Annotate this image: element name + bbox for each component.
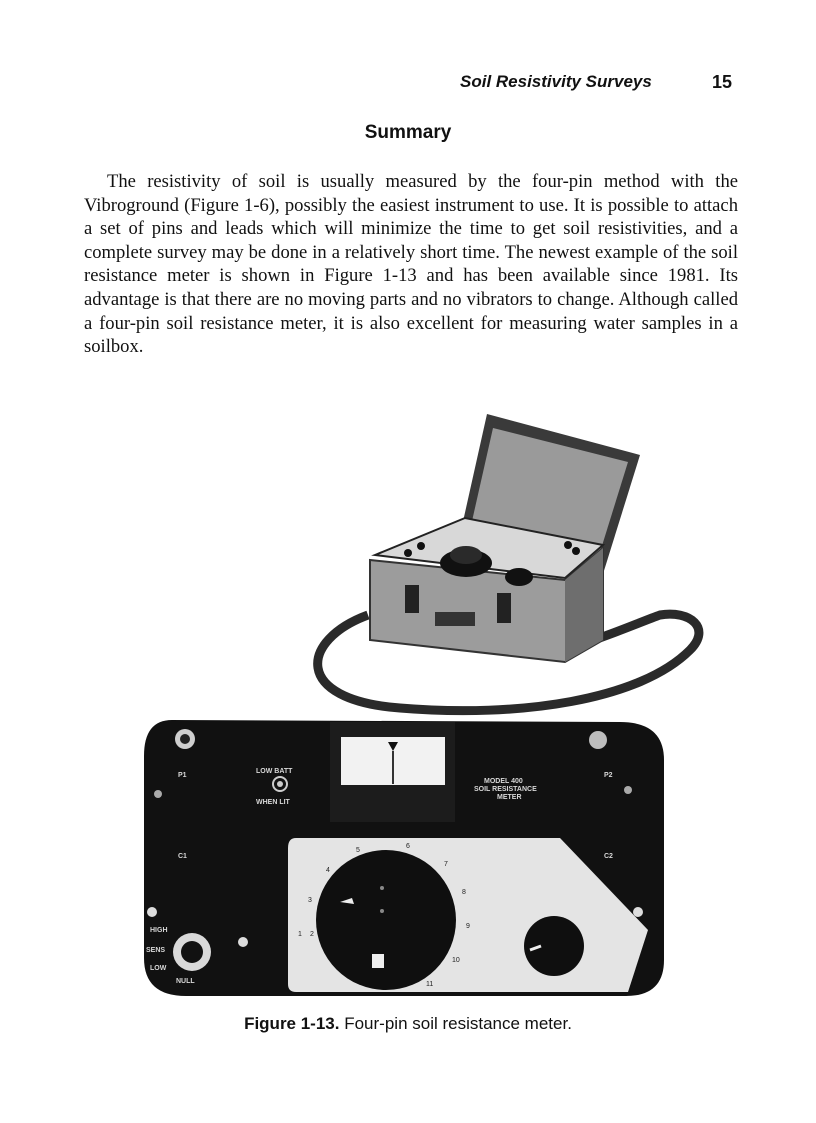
body-paragraph: The resistivity of soil is usually measured by the four-pin method with the Vibroground (Figure 1-6), possibly the easiest instrument to use. It is possible to attach a set of pins and leads which will minimize the time to get soil resistivities, and a complete survey may be done in a relatively short time. The newest example of the soil resistance meter is shown in Figure 1-13 and has been available since 1981. Its advantage is that there are no moving parts and no vibrators to change. Although called a four-pin soil resistance meter, it is also excellent for measuring water samples in a soilbox. (84, 171, 738, 358)
dial-number-8: 8 (462, 889, 466, 896)
terminal-post-p2 (589, 731, 607, 749)
dial-number-2: 2 (310, 931, 314, 938)
dial-number-9: 9 (466, 923, 470, 930)
figure-caption-text: Four-pin soil resistance meter. (344, 1014, 572, 1033)
dial-number-6: 6 (406, 843, 410, 850)
dial-number-7: 7 (444, 861, 448, 868)
label-p2: P2 (604, 772, 613, 779)
label-when-lit: WHEN LIT (256, 799, 290, 806)
label-null: NULL (176, 978, 195, 985)
section-title: Summary (364, 122, 452, 143)
case-label-plate (435, 612, 475, 626)
meter-case-photo (318, 414, 699, 711)
multiplier-knob (524, 916, 584, 976)
label-c2: C2 (604, 853, 613, 860)
dial-number-10: 10 (452, 957, 460, 964)
control-panel-photo (144, 720, 664, 996)
main-range-dial (316, 850, 456, 990)
label-c1: C1 (178, 853, 187, 860)
dial-number-3: 3 (308, 897, 312, 904)
dial-number-11: 11 (426, 981, 434, 988)
label-meter: METER (497, 794, 522, 801)
running-header-title: Soil Resistivity Surveys (460, 72, 652, 91)
label-low-batt: LOW BATT (256, 768, 293, 775)
label-model: MODEL 400 (484, 778, 523, 785)
figure-caption (0, 1014, 816, 1034)
page-number: 15 (712, 72, 733, 92)
label-soil-resistance: SOIL RESISTANCE (474, 786, 537, 793)
figure-caption-label: Figure 1-13. (244, 1014, 340, 1033)
case-latch-right (497, 593, 511, 623)
label-p1: P1 (178, 772, 187, 779)
label-sens: SENS (146, 947, 166, 954)
dial-number-4: 4 (326, 867, 330, 874)
label-high: HIGH (150, 927, 168, 934)
small-knob (505, 568, 533, 586)
case-latch-left (405, 585, 419, 613)
dial-number-5: 5 (356, 847, 360, 854)
label-low: LOW (150, 965, 167, 972)
dial-number-1: 1 (298, 931, 302, 938)
